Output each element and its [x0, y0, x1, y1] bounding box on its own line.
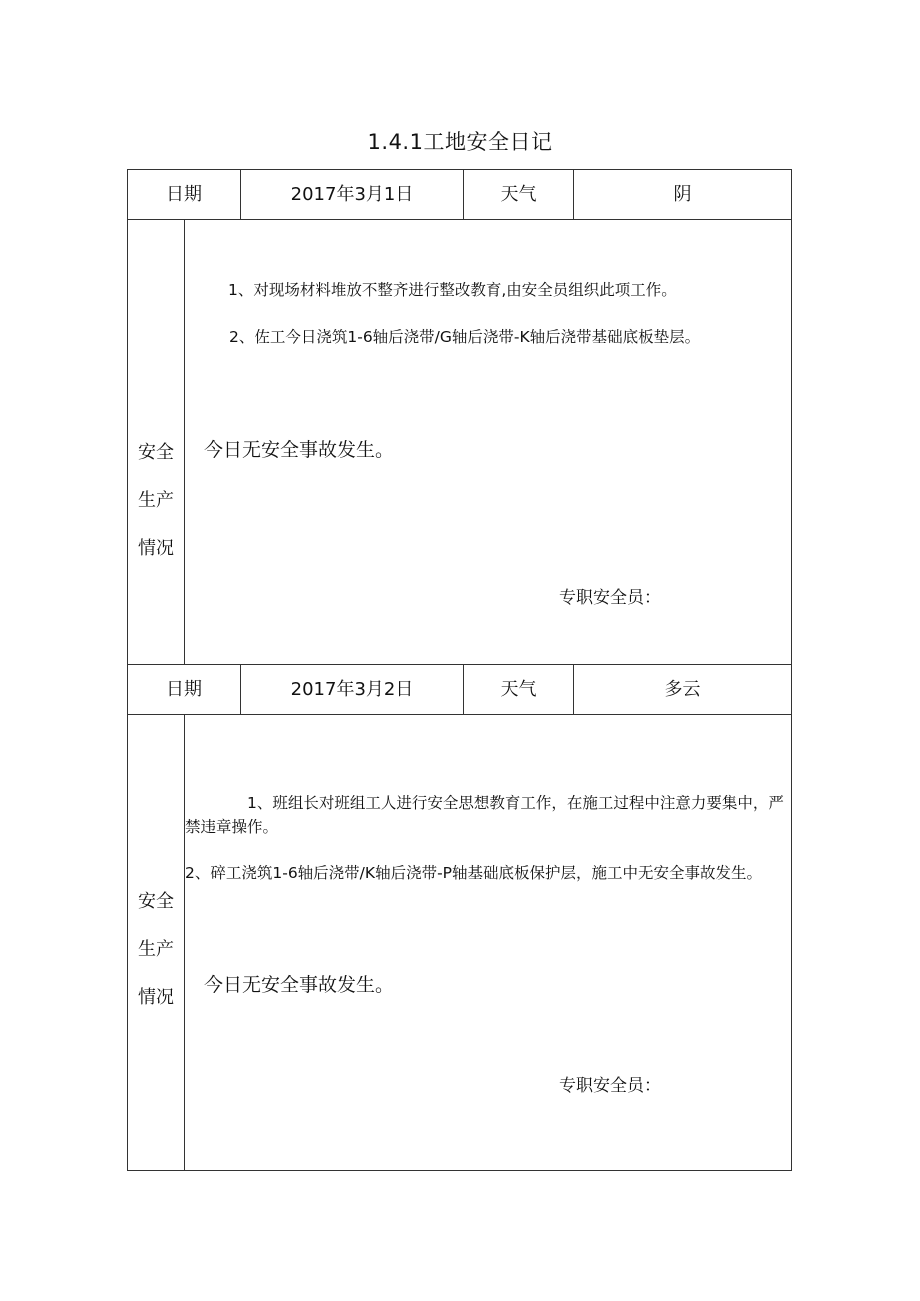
summary-text: 今日无安全事故发生。: [204, 974, 395, 996]
weather-label: 天气: [500, 679, 537, 700]
date-value: 2017年3月2日: [290, 679, 414, 700]
weather-value: 阴: [673, 184, 692, 205]
entry-header-row: [127, 664, 792, 715]
section-label: 安全 生产 情况: [138, 442, 174, 559]
entry-header-row: [127, 169, 792, 220]
safety-item-1: 1、对现场材料堆放不整齐进行整改教育,由安全员组织此项工作。: [228, 281, 677, 299]
signature-label: 专职安全员：: [559, 1076, 661, 1096]
weather-label: 天气: [500, 184, 537, 205]
signature-label: 专职安全员：: [559, 588, 661, 608]
safety-section: [127, 220, 792, 665]
date-label: 日期: [166, 184, 202, 205]
section-label: 安全 生产 情况: [138, 891, 174, 1008]
safety-item-2: 2、碎工浇筑1-6轴后浇带/K轴后浇带-P轴基础底板保护层，施工中无安全事故发生。: [185, 864, 763, 882]
date-label: 日期: [166, 679, 202, 700]
summary-text: 今日无安全事故发生。: [204, 439, 395, 461]
safety-item-1: 1、班组长对班组工人进行安全思想教育工作，在施工过程中注意力要集中，严禁违章操作。: [185, 794, 784, 836]
date-value: 2017年3月1日: [290, 184, 414, 205]
page-title: 1.4.1工地安全日记: [367, 130, 553, 154]
safety-section: [127, 715, 792, 1171]
safety-item-2: 2、佐工今日浇筑1-6轴后浇带/G轴后浇带-K轴后浇带基础底板垫层。: [229, 328, 701, 346]
weather-value: 多云: [664, 679, 701, 700]
